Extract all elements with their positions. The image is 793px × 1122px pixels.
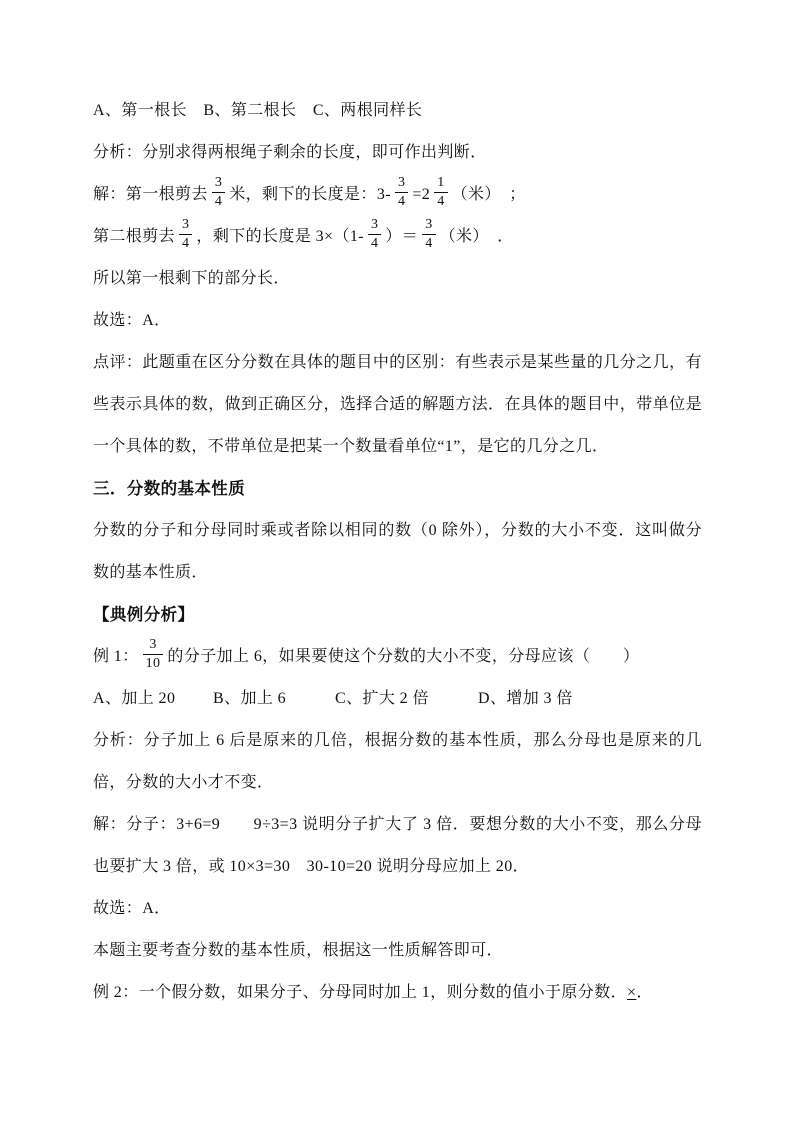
fraction-numerator: 3 (370, 216, 379, 232)
fraction-numerator: 3 (182, 216, 190, 232)
fraction-numerator: 3 (214, 174, 223, 190)
fraction-denominator: 4 (179, 234, 192, 252)
prev-analysis-paragraph: 分析：分别求得两根绳子剩余的长度，即可作出判断． (93, 144, 487, 161)
prev-answer-choice: 故选：A． (93, 312, 171, 329)
solution-text: 第二根剪去 (93, 228, 176, 245)
option-a: A、加上 20 (93, 690, 176, 707)
prev-solution-line2 (93, 216, 702, 258)
fraction-three-tenths (143, 637, 164, 672)
option-b: B、加上 6 (213, 690, 287, 707)
option-d: D、增加 3 倍 (478, 690, 573, 707)
fraction-denominator: 4 (434, 192, 447, 210)
fraction-denominator: 4 (395, 192, 408, 210)
example1-question (93, 636, 702, 678)
example1-options-row (93, 678, 702, 720)
question-text: 例 1： (93, 648, 139, 665)
fraction-denominator: 10 (143, 654, 164, 672)
property-definition-paragraph: 分数的分子和分母同时乘或者除以相同的数（0 除外），分数的大小不变．这叫做分数的基本性质． (93, 522, 702, 581)
fraction-three-fourths (368, 217, 381, 252)
fraction-one-fourth (434, 175, 447, 210)
fraction-three-fourths (212, 175, 225, 210)
prev-conclusion-paragraph: 所以第一根剩下的部分长． (93, 270, 290, 287)
fraction-three-fourths (422, 217, 435, 252)
example2-question (93, 972, 702, 1014)
option-c: C、扩大 2 倍 (335, 690, 429, 707)
fraction-numerator: 3 (425, 216, 433, 232)
question-text: ． (636, 984, 653, 1001)
section-heading-fraction-properties: 三．分数的基本性质 (93, 480, 246, 498)
examples-heading: 【典例分析】 (93, 606, 195, 624)
fraction-numerator: 3 (397, 174, 406, 190)
solution-text: =2 (412, 186, 431, 203)
fraction-numerator: 3 (149, 636, 157, 652)
example1-note-paragraph: 本题主要考查分数的基本性质，根据这一性质解答即可． (93, 942, 504, 959)
prev-solution-line1 (93, 174, 702, 216)
fraction-numerator: 1 (437, 174, 445, 190)
solution-text: 解：第一根剪去 (93, 186, 208, 203)
prev-question-options-line: A、第一根长 B、第二根长 C、两根同样长 (93, 102, 423, 119)
example1-answer-choice: 故选：A． (93, 900, 171, 917)
fraction-denominator: 4 (212, 192, 225, 210)
question-text: 例 2：一个假分数，如果分子、分母同时加上 1，则分数的值小于原分数． (93, 984, 628, 1001)
solution-text: ）＝ (385, 228, 419, 245)
solution-text: 米，剩下的长度是：3- (229, 186, 391, 203)
fraction-denominator: 4 (422, 234, 435, 252)
solution-text: ，剩下的长度是 3×（1- (196, 228, 364, 245)
prev-comment-paragraph: 点评：此题重在区分分数在具体的题目中的区别：有些表示是某些量的几分之几，有些表示具体的数，做到正确区分，选择合适的解题方法．在具体的题目中，带单位是一个具体的数，不带单位是把某一个数量看单位“1”，是它的几分之几． (93, 354, 702, 455)
solution-text: （米） ． (439, 228, 514, 245)
fraction-three-fourths (395, 175, 408, 210)
example1-solution-paragraph: 解：分子：3+6=9 9÷3=3 说明分子扩大了 3 倍．要想分数的大小不变，那么分母也要扩大 3 倍，或 10×3=30 30-10=20 说明分母应加上 20． (93, 816, 702, 875)
example1-analysis-paragraph: 分析：分子加上 6 后是原来的几倍，根据分数的基本性质，那么分母也是原来的几倍，分数的大小才不变． (93, 732, 702, 791)
fraction-denominator: 4 (368, 234, 381, 252)
solution-text: （米） ； (451, 186, 526, 203)
question-text: 的分子加上 6，如果要使这个分数的大小不变，分母应该（ ） (167, 648, 640, 665)
answer-mark-cross: × (627, 984, 637, 1001)
fraction-three-fourths (179, 217, 192, 252)
